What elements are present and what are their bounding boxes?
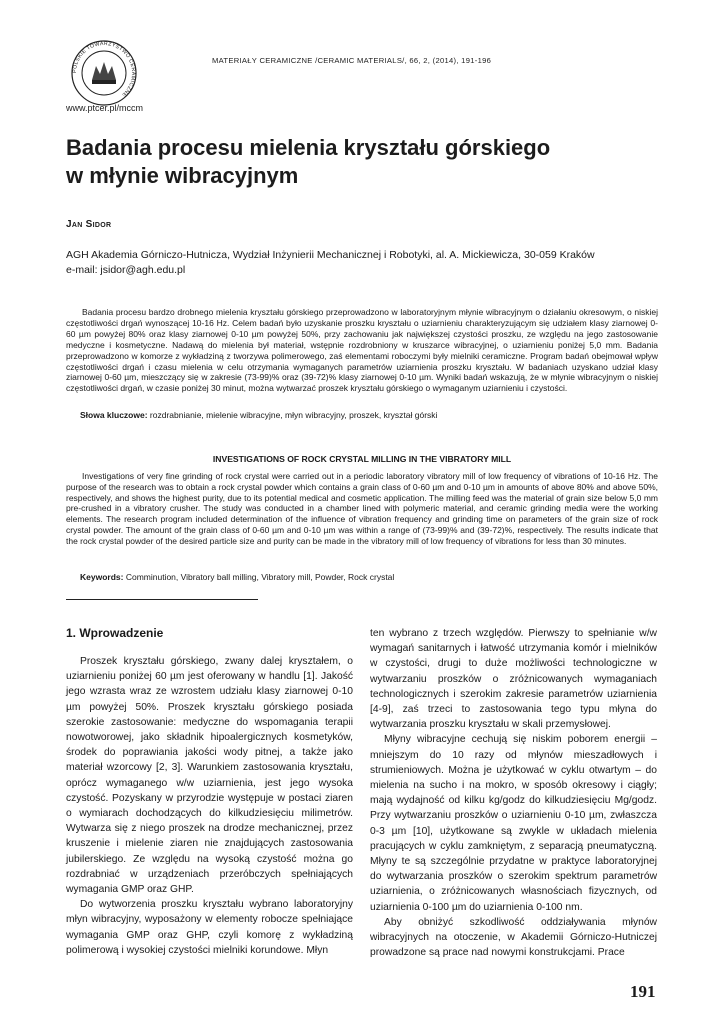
right-column	[370, 626, 657, 960]
english-title: INVESTIGATIONS OF ROCK CRYSTAL MILLING IN THE VIBRATORY MILL	[212, 454, 512, 464]
society-logo	[62, 38, 146, 108]
page-number: 191	[630, 982, 656, 1001]
journal-url: www.ptcer.pl/mccm	[66, 103, 144, 113]
svg-text:POLSKIE TOWARZYSTWO CERAMICZNE: POLSKIE TOWARZYSTWO CERAMICZNE	[71, 40, 137, 98]
paragraph: Do wytworzenia proszku kryształu wybrano laboratoryjny młyn wibracyjny, wyposażony w elementy robocze spełniające wymagania GMP oraz GHP, czyli komorę z wykładziną polimerową i wysokiej czystości mielniki korundowe. Młyn	[66, 899, 353, 956]
author-name: Jan Sidor	[66, 219, 112, 230]
paragraph: Proszek kryształu górskiego, zwany dalej kryształem, o uziarnieniu poniżej 60 µm jest oferowany w handlu [1]. Jakość jego wzrasta wraz ze wzrostem udziału klasy ziarnowej 0-10 µm powyżej 50%. Proszek kryształu górskiego posiada szerokie zastosowanie: medyczne do wspomagania terapii nowotworowej, jako składnik hipoalergicznych kosmetyków, środek do poprawiania jakości wody pitnej, a także jako materiał wzorcowy [2, 3]. Warunkiem zastosowania kryształu, oprócz wymaganego w/w uziarnienia, jest jego wysoka czystość. Pozyskany w przyrodzie występuje w postaci ziaren o wymiarach dochodzących do kilkudziesięciu milimetrów. Wytwarza się z niego proszek na drodze mechanicznej, przez kruszenie i mielenie ziaren nie znajdujących zastosowania jubilerskiego. Ze względu na wysoką czystość można go rozdrabniać w urządzeniach przeróbczych spełniających wymagania GMP oraz GHP.	[66, 656, 353, 896]
abstract-polish: Badania procesu bardzo drobnego mielenia kryształu górskiego przeprowadzono w laboratoryjnym młynie wibracyjnym o działaniu okresowym, o niskiej częstotliwości drgań wynoszącej 10-16 Hz. Celem badań było uzyskanie proszku kryształu o uziarnieniu charakteryzującym się udziałem klasy ziarnowej 0-60 µm powyżej 80% oraz klasy ziarnowej 0-10 µm powyżej 50%, przy zachowaniu jak największej czystości proszku, ze względu na jego zastosowanie medyczne i kosmetyczne. Nadawą do mielenia był materiał, wstępnie rozdrobniony w kruszarce wibracyjnej, o uziarnieniu poniżej 5,0 mm. Badania przeprowadzono w komorze z wykładziną z tworzywa polimerowego, zaś elementami roboczymi były mielniki ceramiczne. Program badań obejmował wpływ częstotliwości drgań i czasu mielenia w celu otrzymania wymaganych parametrów uziarnienia proszku kryształu. W badaniach uzyskano udział klasy ziarnowej 0-60 µm, mieszczący się w zakresie (73-99)% oraz (39-72)% klasy ziarnowej 0-10 µm. Wyniki badań wskazują, że w młynie wibracyjnym o niskiej częstotliwości drgań, w czasie poniżej 30 minut, można wytwarzać proszek kryształu górskiego o wymaganym uziarnieniu i czystości.	[66, 307, 658, 394]
article-title: Badania procesu mielenia kryształu górskiego w młynie wibracyjnym	[66, 135, 551, 188]
divider	[66, 599, 258, 600]
keywords-english: Keywords: Comminution, Vibratory ball milling, Vibratory mill, Powder, Rock crystal	[80, 572, 395, 582]
section-heading: 1. Wprowadzenie	[66, 626, 164, 640]
author-email: e-mail: jsidor@agh.edu.pl	[66, 264, 186, 276]
journal-citation: MATERIAŁY CERAMICZNE /CERAMIC MATERIALS/, 66, 2, (2014), 191-196	[212, 56, 492, 65]
affiliation: AGH Akademia Górniczo-Hutnicza, Wydział Inżynierii Mechanicznej i Robotyki, al. A. Mickiewicza, 30-059 Kraków e-mail: jsidor@agh.edu.pl	[66, 248, 666, 278]
paragraph: Młyny wibracyjne cechują się niskim poborem energii – mniejszym do 10 razy od młynów mieszadłowych i strumieniowych. Można je użytkować w cyklu otwartym – do mielenia na sucho i na mokro, w sposób okresowy i ciągły; mają wydajność od kilku kg/godz do kilkudziesięciu Mg/godz. Przy wytwarzaniu proszków o uziarnieniu 0-10 µm, zwłaszcza 0-3 µm [10], użytkowane są zwykle w układach mielenia pracujących w cyklu zamkniętym, z separacją pneumatyczną. Młyny te są szczególnie przydatne w praktyce laboratoryjnej do wytwarzania proszków o szerokim spektrum parametrów uziarnienia, o zróżnicowanych własnościach fizycznych, od uziarnienia 0-100 µm do uziarnienia 0-100 nm.	[370, 734, 657, 913]
left-column	[66, 654, 353, 958]
paragraph: ten wybrano z trzech względów. Pierwszy to spełnianie w/w wymagań sanitarnych i łatwość utrzymania komór i mielników w czystości, drugi to duże możliwości technologiczne w wytwarzaniu proszków o zróżnicowanych wymaganiach technologicznych i szerokim zakresie parametrów uziarnienia [4-9], zaś trzeci to zastosowania tego typu młyna do wytwarzania proszku kryształu w skali przemysłowej.	[370, 628, 657, 731]
abstract-english: Investigations of very fine grinding of rock crystal were carried out in a periodic laboratory vibratory mill of low frequency of vibrations of 10-16 Hz. The purpose of the research was to obtain a rock crystal powder which contains a grain class of 0-60 µm and 0-10 µm in amounts of above 80% and above 50%, respectively, and shows the highest purity, due to its potential medical and cosmetic application. The milling feed was the material of grain size below 5,0 mm pre-crushed in a vibratory crusher. The study was conducted in a chamber lined with polymeric material, and ceramic grinding media were the working elements. The research program included determination of the influence of vibration frequency and grinding time on parameters of the grain size of rock crystal powder. The amount of the grain class of 0-60 µm and 0-10 µm was within a range of (73-99)% and (39-72)%, respectively. The results indicate that the rock crystal powder of the desired particle size and purity can be made in the vibratory mill of low frequency of vibrations for less than 30 minutes.	[66, 471, 658, 546]
keywords-polish: Słowa kluczowe: rozdrabnianie, mielenie wibracyjne, młyn wibracyjny, proszek, kryształ górski	[80, 410, 438, 420]
paragraph: Aby obniżyć szkodliwość oddziaływania młynów wibracyjnych na otoczenie, w Akademii Górniczo-Hutniczej prowadzone są prace nad nowymi konstrukcjami. Prace	[370, 916, 657, 959]
